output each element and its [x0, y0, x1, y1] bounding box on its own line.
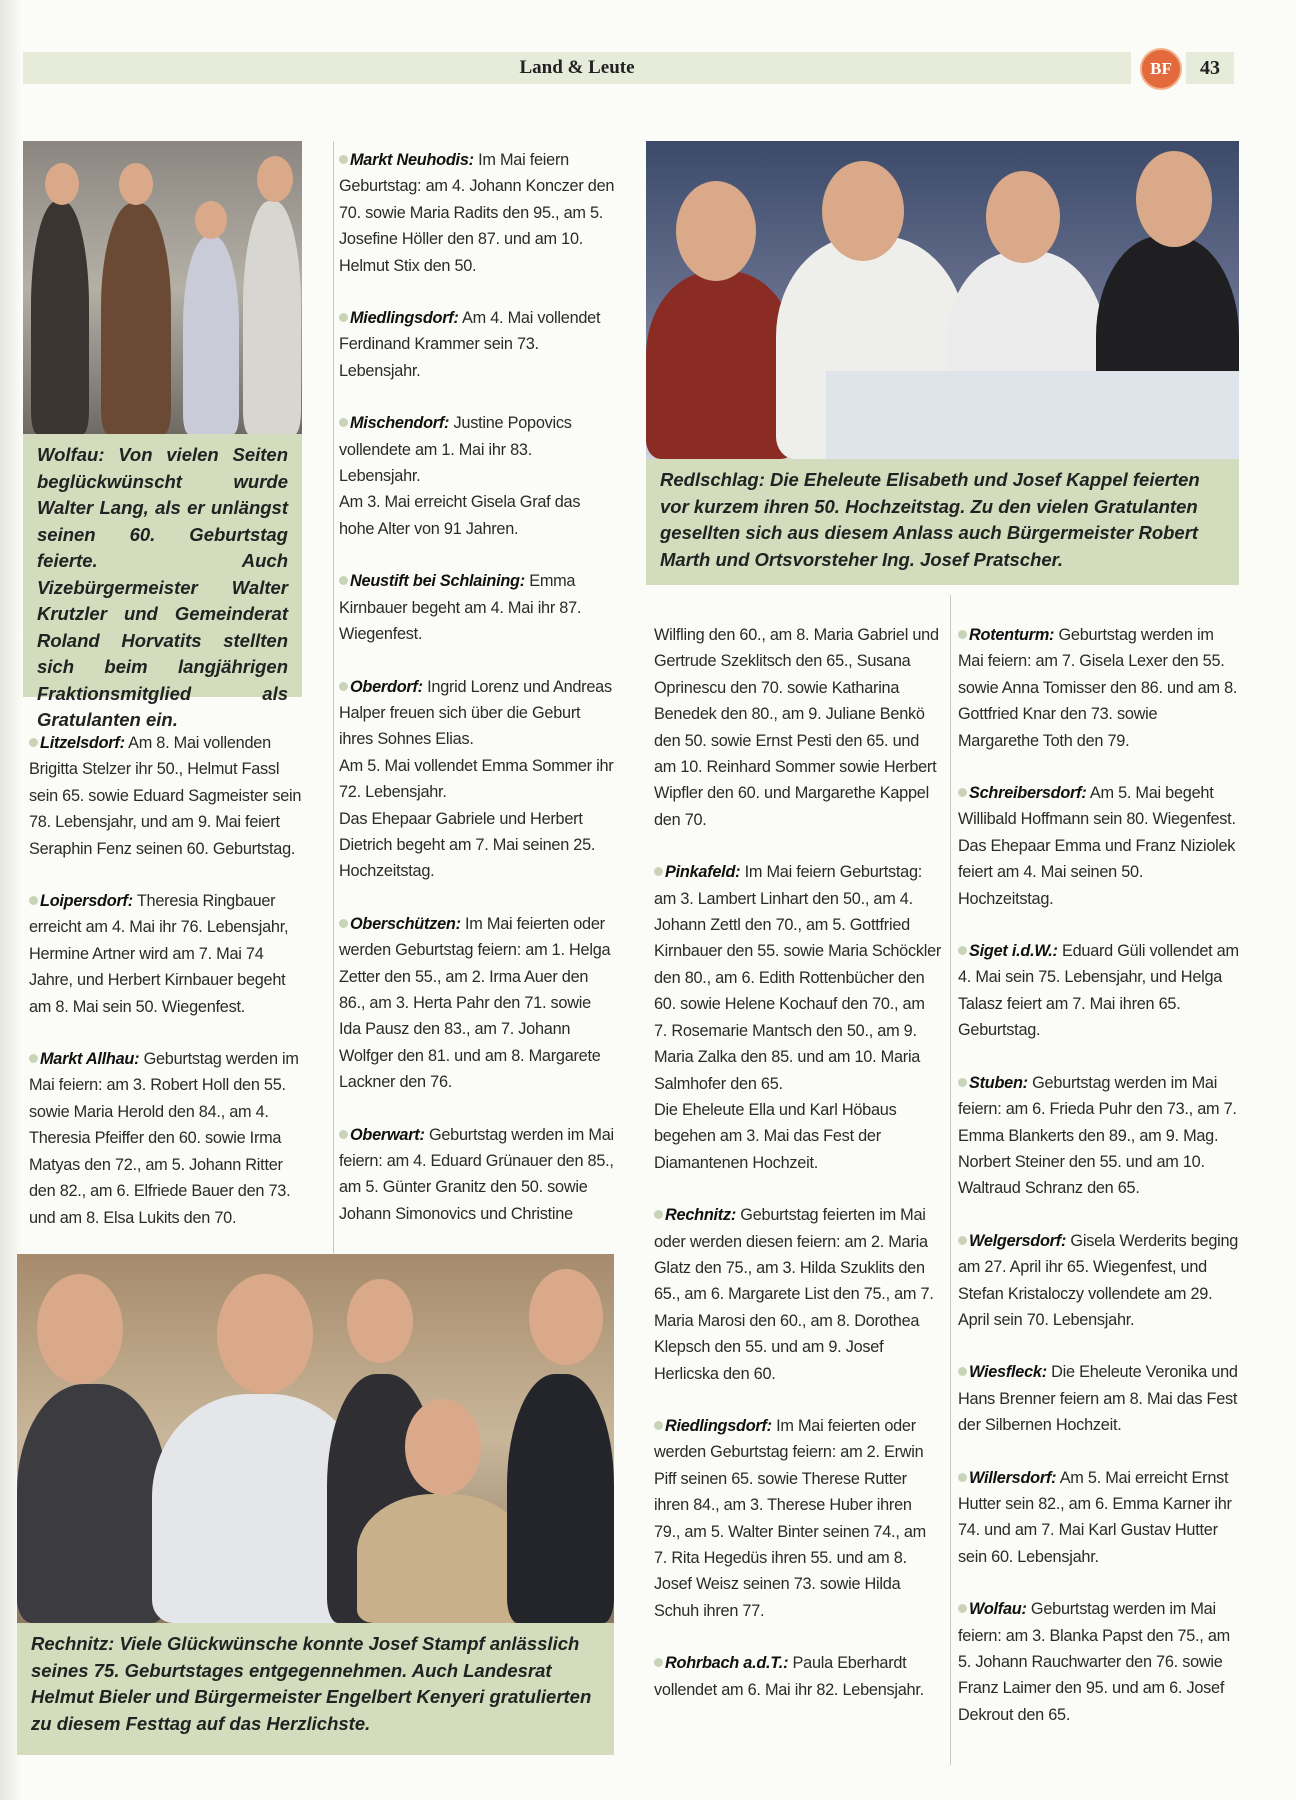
- column-divider: [950, 595, 951, 1765]
- entry-paragraph: [958, 1359, 1240, 1438]
- bullet-dot-icon: [958, 1473, 967, 1482]
- bullet-dot-icon: [958, 1367, 967, 1376]
- news-entry: [958, 1070, 1240, 1202]
- news-entry: [339, 410, 617, 542]
- entry-text: Im Mai feierten oder werden Geburtstag feiern: am 2. Erwin Piff seinen 65. sowie Therese Rutter ihren 84., am 3. Therese Huber ihren 79., am 5. Walter Binter seinen 74., am 7. Rita Hegedüs ihren 55. und am 8. Josef Weisz seinen 73. sowie Hilda Schuh ihren 77.: [654, 1416, 926, 1620]
- entry-paragraph: [958, 780, 1240, 833]
- bullet-dot-icon: [339, 155, 348, 164]
- entry-text: Paula Eberhardt vollendet am 6. Mai ihr 82. Lebensjahr.: [654, 1654, 924, 1699]
- entry-text: Geburtstag werden im Mai feiern: am 4. Eduard Grünauer den 85., am 5. Günter Granitz den 50. sowie Johann Simonovics und Christine: [339, 1125, 614, 1223]
- news-entry: [339, 911, 617, 1096]
- place-name: Markt Neuhodis:: [350, 151, 474, 169]
- entry-paragraph: [958, 1465, 1240, 1571]
- place-name: Markt Allhau:: [40, 1050, 140, 1069]
- bullet-dot-icon: [339, 1130, 348, 1139]
- news-entry: [958, 938, 1240, 1044]
- entry-text: Im Mai feierten oder werden Geburtstag feiern: am 1. Helga Zetter den 55., am 2. Irma Auer den 86., am 3. Herta Pahr den 71. sowie Ida Pausz den 83., am 7. Johann Wolfger den 81. und am 8. Margarete Lackner den 76.: [339, 914, 611, 1092]
- news-entry: [958, 1359, 1240, 1438]
- place-name: Litzelsdorf:: [40, 734, 125, 752]
- bullet-dot-icon: [654, 867, 663, 876]
- bullet-dot-icon: [339, 576, 348, 585]
- entry-text: Am 8. Mai vollenden Brigitta Stelzer ihr 50., Helmut Fassl sein 65. sowie Eduard Sagmeister sein 78. Lebensjahr, und am 9. Mai feiert Seraphin Fenz seinen 60. Geburtstag.: [29, 734, 302, 858]
- place-name: Schreibersdorf:: [969, 784, 1087, 803]
- column-2: [339, 147, 617, 1253]
- page-number: 43: [1186, 52, 1234, 84]
- entry-paragraph: [654, 1413, 942, 1624]
- bullet-dot-icon: [654, 1421, 663, 1430]
- entry-extra-paragraph: Das Ehepaar Emma und Franz Niziolek feiert am 4. Mai seinen 50. Hochzeitstag.: [958, 836, 1236, 908]
- bullet-dot-icon: [29, 896, 38, 905]
- news-entry: [29, 730, 305, 862]
- news-entry: [958, 622, 1240, 754]
- entry-paragraph: [958, 622, 1240, 754]
- column-3: [654, 622, 942, 1729]
- place-name: Rechnitz:: [665, 1206, 737, 1225]
- news-entry: [654, 1413, 942, 1624]
- photo-caption-redlschlag: Redlschlag: Die Eheleute Elisabeth und Josef Kappel feierten vor kurzem ihren 50. Hochzeitstag. Zu den vielen Gratulanten gesellten sich aus diesem Anlass auch Bürgermeister Robert Marth und Ortsvorsteher Ing. Josef Pratscher.: [646, 459, 1239, 585]
- news-entry: [339, 1122, 617, 1228]
- bullet-dot-icon: [654, 1658, 663, 1667]
- entry-paragraph: [339, 568, 617, 647]
- news-entry: [958, 1596, 1240, 1728]
- entry-text: Am 5. Mai erreicht Ernst Hutter sein 82., am 6. Emma Karner ihr 74. und am 7. Mai Karl Gustav Hutter sein 60. Lebensjahr.: [958, 1468, 1232, 1566]
- entry-paragraph: [958, 1070, 1240, 1202]
- place-name: Wiesfleck:: [969, 1363, 1047, 1382]
- news-entry: [339, 147, 617, 279]
- bullet-dot-icon: [29, 1054, 38, 1063]
- bullet-dot-icon: [339, 313, 348, 322]
- entry-text: Justine Popovics vollendete am 1. Mai ihr 83. Lebensjahr.: [339, 414, 572, 486]
- entry-paragraph: [339, 305, 617, 384]
- entry-extra-paragraph: Am 3. Mai erreicht Gisela Graf das hohe Alter von 91 Jahren.: [339, 493, 581, 538]
- news-entry: [654, 622, 942, 833]
- news-entry: [29, 1046, 305, 1231]
- entry-paragraph: [339, 911, 617, 1096]
- place-name: Stuben:: [969, 1073, 1028, 1092]
- place-name: Riedlingsdorf:: [665, 1416, 772, 1435]
- entry-paragraph: [654, 859, 942, 1097]
- bullet-dot-icon: [958, 788, 967, 797]
- news-entry: [29, 888, 305, 1020]
- place-name: Oberwart:: [350, 1125, 425, 1144]
- place-name: Willersdorf:: [969, 1468, 1057, 1487]
- entry-text: Im Mai feiern Geburtstag: am 4. Johann Konczer den 70. sowie Maria Radits den 95., am 5. Josefine Höller den 87. und am 10. Helmut Stix den 50.: [339, 151, 615, 275]
- photo-redlschlag: [646, 141, 1239, 459]
- bullet-dot-icon: [958, 946, 967, 955]
- entry-text: Eduard Güli vollendet am 4. Mai sein 75. Lebensjahr, und Helga Talasz feiert am 7. Mai ihren 65. Geburtstag.: [958, 942, 1239, 1040]
- bullet-dot-icon: [958, 630, 967, 639]
- entry-text: Im Mai feiern Geburtstag: am 3. Lambert Linhart den 50., am 4. Johann Zettl den 70., am 5. Gottfried Kirnbauer den 55. sowie Maria Schöckler den 80., am 6. Edith Rottenbücher den 60. sowie Helene Kochauf den 70., am 7. Rosemarie Mantsch den 50., am 9. Maria Zalka den 85. und am 10. Maria Salmhofer den 65.: [654, 863, 942, 1093]
- news-entry: [958, 1465, 1240, 1571]
- entry-text: Die Eheleute Veronika und Hans Brenner feiern am 8. Mai das Fest der Silbernen Hochzeit.: [958, 1363, 1238, 1435]
- column-4: [958, 622, 1240, 1754]
- entry-extra-paragraph: Die Eheleute Ella und Karl Höbaus begehen am 3. Mai das Fest der Diamantenen Hochzeit.: [654, 1100, 897, 1172]
- entry-paragraph: [29, 730, 305, 862]
- place-name: Wolfau:: [969, 1600, 1027, 1619]
- place-name: Oberschützen:: [350, 914, 461, 933]
- bullet-dot-icon: [958, 1604, 967, 1613]
- entry-text: Emma Kirnbauer begeht am 4. Mai ihr 87. Wiegenfest.: [339, 572, 582, 644]
- entry-paragraph: [958, 938, 1240, 1044]
- entry-text: Theresia Ringbauer erreicht am 4. Mai ihr 76. Lebensjahr, Hermine Artner wird am 7. Mai 74 Jahre, und Herbert Kirnbauer begeht am 8. Mai sein 50. Wiegenfest.: [29, 892, 289, 1016]
- entry-paragraph: [958, 1228, 1240, 1334]
- news-entry: [654, 1650, 942, 1703]
- place-name: Rotenturm:: [969, 626, 1055, 644]
- news-entry: [958, 780, 1240, 912]
- entry-paragraph: [958, 1596, 1240, 1728]
- entry-text: Gisela Werderits beging am 27. April ihr 65. Wiegenfest, und Stefan Kristaloczy vollendete am 29. April sein 70. Lebensjahr.: [958, 1231, 1239, 1329]
- entry-paragraph: [339, 1122, 617, 1228]
- bf-logo: BF: [1140, 48, 1182, 90]
- place-name: Loipersdorf:: [40, 892, 133, 911]
- entry-text: Geburtstag werden im Mai feiern: am 3. Blanka Papst den 75., am 5. Johann Rauchwarter den 76. sowie Franz Laimer den 95. und am 6. Josef Dekrout den 65.: [958, 1600, 1230, 1724]
- entry-text: Ingrid Lorenz und Andreas Halper freuen sich über die Geburt ihres Sohnes Elias.: [339, 677, 612, 749]
- entry-text: Am 5. Mai begeht Willibald Hoffmann sein 80. Wiegenfest.: [958, 784, 1236, 829]
- place-name: Rohrbach a.d.T.:: [665, 1654, 789, 1673]
- news-entry: [958, 1228, 1240, 1334]
- news-entry: [339, 305, 617, 384]
- bullet-dot-icon: [654, 1210, 663, 1219]
- place-name: Siget i.d.W.:: [969, 942, 1058, 961]
- news-entry: [654, 1202, 942, 1387]
- entry-paragraph: [654, 1650, 942, 1703]
- entry-text: Geburtstag werden im Mai feiern: am 7. Gisela Lexer den 55. sowie Anna Tomisser den 86. und am 8. Gottfried Knar den 73. sowie Margarethe Toth den 79.: [958, 626, 1238, 750]
- entry-paragraph: [339, 674, 617, 753]
- news-entry: [339, 674, 617, 885]
- entry-paragraph: [339, 410, 617, 489]
- column-1: [29, 730, 305, 1257]
- entry-extra-paragraph: Das Ehepaar Gabriele und Herbert Dietrich begeht am 7. Mai seinen 25. Hochzeitstag.: [339, 809, 596, 881]
- place-name: Neustift bei Schlaining:: [350, 572, 525, 591]
- bullet-dot-icon: [958, 1078, 967, 1087]
- photo-caption-rechnitz: Rechnitz: Viele Glückwünsche konnte Josef Stampf anlässlich seines 75. Geburtstages entgegennehmen. Auch Landesrat Helmut Bieler und Bürgermeister Engelbert Kenyeri gratulierten zu diesem Festtag auf das Herzlichste.: [17, 1623, 614, 1755]
- entry-extra-paragraph: Am 5. Mai vollendet Emma Sommer ihr 72. Lebensjahr.: [339, 756, 614, 802]
- entry-paragraph: [654, 1202, 942, 1387]
- entry-paragraph: [339, 147, 617, 279]
- entry-text: Wilfling den 60., am 8. Maria Gabriel und Gertrude Szeklitsch den 65., Susana Oprinescu den 70. sowie Katharina Benedek den 80., am 9. Juliane Benkö den 50. sowie Ernst Pesti den 65. und am 10. Reinhard Sommer sowie Herbert Wipfler den 60. und Margarethe Kappel den 70.: [654, 626, 939, 829]
- entry-paragraph: [29, 888, 305, 1020]
- section-header-bar: [23, 52, 1131, 84]
- place-name: Welgersdorf:: [969, 1231, 1067, 1250]
- entry-paragraph: [654, 622, 942, 833]
- place-name: Mischendorf:: [350, 414, 450, 433]
- bullet-dot-icon: [339, 418, 348, 427]
- photo-caption-wolfau: Wolfau: Von vielen Seiten beglückwünscht wurde Walter Lang, als er unlängst seinen 60. Geburtstag feierte. Auch Vizebürgermeister Walter Krutzler und Gemeinderat Roland Horvatits stellten sich beim langjährigen Fraktionsmitglied als Gratulanten ein.: [23, 434, 302, 697]
- place-name: Pinkafeld:: [665, 863, 741, 882]
- bullet-dot-icon: [339, 682, 348, 691]
- entry-paragraph: [29, 1046, 305, 1231]
- entry-text: Geburtstag werden im Mai feiern: am 6. Frieda Puhr den 73., am 7. Emma Blankerts den 89., am 9. Mag. Norbert Steiner den 55. und am 10. Waltraud Schranz den 65.: [958, 1073, 1237, 1198]
- entry-text: Am 4. Mai vollendet Ferdinand Krammer sein 73. Lebensjahr.: [339, 309, 601, 380]
- photo-wolfau: [23, 141, 302, 434]
- entry-text: Geburtstag werden im Mai feiern: am 3. Robert Holl den 55. sowie Maria Herold den 84., am 4. Theresia Pfeiffer den 60. sowie Irma Matyas den 72., am 5. Johann Ritter den 82., am 6. Elfriede Bauer den 73. und am 8. Elsa Lukits den 70.: [29, 1050, 299, 1227]
- bullet-dot-icon: [29, 738, 38, 747]
- entry-text: Geburtstag feierten im Mai oder werden diesen feiern: am 2. Maria Glatz den 75., am 3. Hilda Szuklits den 65., am 6. Margarete List den 75., am 7. Maria Marosi den 60., am 8. Dorothea Klepsch den 55. und am 9. Josef Herlicska den 60.: [654, 1206, 934, 1383]
- column-divider: [333, 141, 334, 1253]
- bullet-dot-icon: [958, 1236, 967, 1245]
- news-entry: [339, 568, 617, 647]
- photo-rechnitz: [17, 1254, 614, 1623]
- place-name: Oberdorf:: [350, 677, 423, 696]
- bullet-dot-icon: [339, 919, 348, 928]
- news-entry: [654, 859, 942, 1176]
- section-title: Land & Leute: [519, 57, 635, 78]
- place-name: Miedlingsdorf:: [350, 309, 459, 328]
